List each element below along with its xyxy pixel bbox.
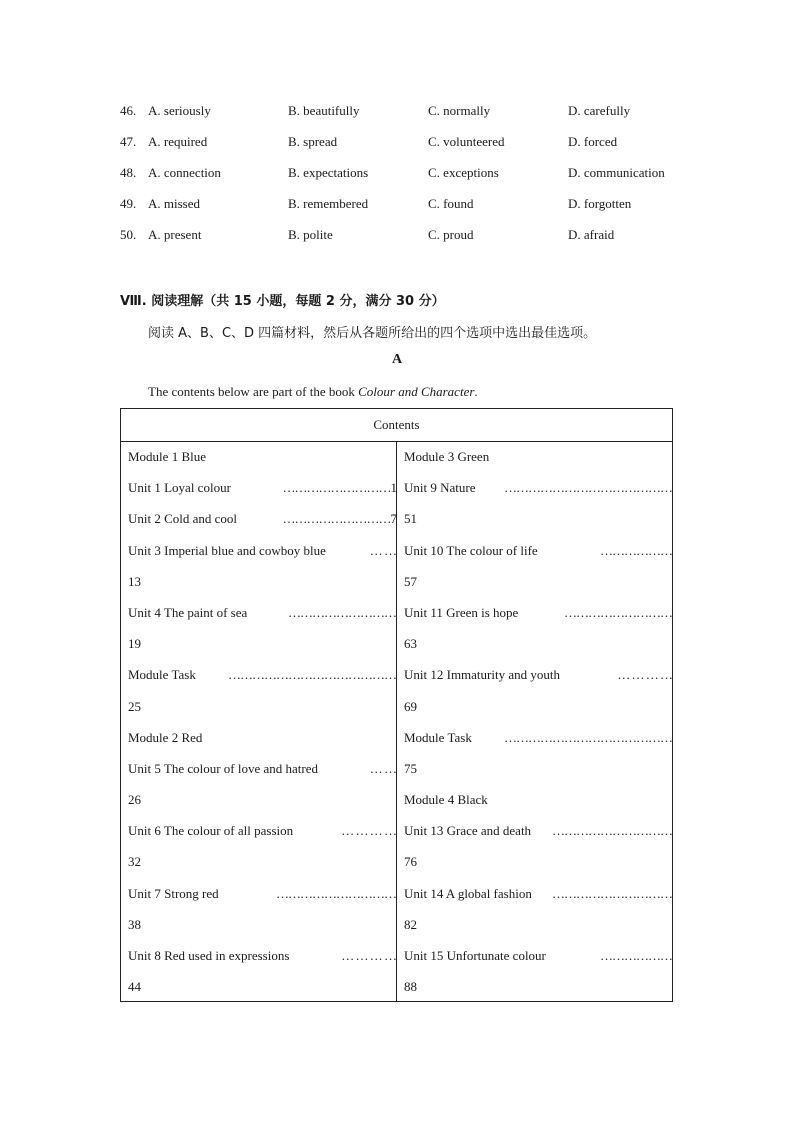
question-number: 50.	[120, 227, 137, 242]
toc-leader: …………………………	[276, 885, 396, 901]
question-row-47	[120, 134, 700, 154]
toc-line	[128, 940, 396, 971]
intro-prefix: The contents below are part of the book	[148, 384, 359, 399]
toc-text: 26	[128, 792, 141, 808]
toc-text: 19	[128, 636, 141, 652]
toc-line	[128, 566, 396, 597]
intro-suffix: .	[474, 384, 478, 399]
book-title: Colour and Character	[358, 384, 475, 399]
toc-text: 76	[404, 854, 417, 870]
option-d: D. afraid	[568, 227, 615, 242]
toc-line	[128, 472, 396, 503]
toc-line	[404, 659, 672, 690]
option-b: B. remembered	[288, 196, 369, 211]
toc-line	[128, 753, 396, 784]
option-c: C. found	[428, 196, 474, 211]
option-c: C. exceptions	[428, 165, 499, 180]
toc-leader: ………………	[600, 948, 672, 963]
toc-line	[128, 659, 396, 690]
toc-line	[128, 535, 396, 566]
option-d: D. carefully	[568, 103, 631, 118]
question-number: 48.	[120, 165, 137, 180]
toc-text: 51	[404, 511, 417, 527]
toc-line	[404, 535, 672, 566]
toc-text: Unit 7 Strong red	[128, 885, 219, 901]
toc-line	[404, 722, 672, 753]
option-d: D. communication	[568, 165, 665, 180]
section-instruction: 阅读 A、B、C、D 四篇材料，然后从各题所给出的四个选项中选出最佳选项。	[148, 326, 597, 341]
toc-line	[128, 722, 396, 753]
option-b: B. polite	[288, 227, 333, 242]
toc-leader: ………………	[600, 542, 672, 558]
toc-leader: …………………………	[552, 823, 672, 839]
toc-line	[128, 691, 396, 722]
toc-text: 13	[128, 573, 141, 589]
toc-leader: ………………………	[564, 604, 672, 620]
column-divider	[396, 441, 397, 1001]
option-c: C. normally	[428, 103, 491, 118]
passage-label: A	[391, 352, 403, 367]
toc-text: Unit 10 The colour of life	[404, 542, 538, 558]
toc-text: Unit 13 Grace and death	[404, 823, 532, 839]
toc-text: Unit 5 The colour of love and hatred	[128, 760, 319, 776]
contents-right-column	[404, 441, 672, 1002]
toc-line	[404, 566, 672, 597]
toc-leader: …………………………	[552, 885, 672, 901]
toc-line	[404, 472, 672, 503]
toc-text: Unit 14 A global fashion	[404, 885, 532, 901]
toc-line	[128, 784, 396, 815]
toc-line	[404, 846, 672, 877]
toc-line	[404, 815, 672, 846]
toc-leader: ……………………………………	[504, 729, 672, 745]
question-number: 46.	[120, 103, 137, 118]
toc-line	[128, 971, 396, 1002]
toc-text: Module 1 Blue	[128, 449, 206, 464]
toc-leader: ………………………7	[282, 511, 396, 527]
option-a: A. required	[148, 134, 208, 149]
toc-line	[404, 940, 672, 971]
toc-text: Unit 6 The colour of all passion	[128, 823, 294, 839]
toc-text: 82	[404, 916, 417, 932]
option-a: A. missed	[148, 196, 200, 211]
toc-text: 38	[128, 916, 141, 932]
option-c: C. volunteered	[428, 134, 505, 149]
toc-text: Unit 4 The paint of sea	[128, 604, 248, 620]
toc-leader: … … … …	[341, 823, 396, 839]
option-b: B. beautifully	[288, 103, 360, 118]
toc-text: 75	[404, 760, 417, 776]
toc-line	[128, 628, 396, 659]
option-a: A. present	[148, 227, 202, 242]
toc-text: Unit 1 Loyal colour	[128, 480, 231, 496]
toc-text: 69	[404, 698, 417, 714]
toc-text: Module Task	[128, 667, 196, 683]
toc-text: Unit 2 Cold and cool	[128, 511, 238, 527]
toc-line	[404, 441, 672, 472]
question-row-50	[120, 227, 700, 247]
toc-line	[128, 878, 396, 909]
toc-line	[404, 597, 672, 628]
toc-text: Module 2 Red	[128, 729, 203, 745]
option-b: B. spread	[288, 134, 338, 149]
toc-text: Unit 9 Nature	[404, 480, 476, 496]
toc-leader: ……………………………………	[504, 480, 672, 496]
toc-leader: ………………………1	[282, 480, 396, 496]
toc-text: Unit 12 Immaturity and youth	[404, 667, 560, 683]
toc-line	[404, 784, 672, 815]
toc-line	[128, 846, 396, 877]
toc-leader: ……………………………………	[228, 667, 396, 683]
toc-line	[404, 971, 672, 1002]
toc-leader: … … … …	[617, 667, 672, 683]
section-title: Ⅷ. 阅读理解（共 15 小题，每题 2 分，满分 30 分）	[120, 294, 445, 309]
option-d: D. forgotten	[568, 196, 632, 211]
toc-line	[128, 815, 396, 846]
toc-text: 57	[404, 573, 417, 589]
toc-line	[128, 597, 396, 628]
toc-line	[404, 753, 672, 784]
toc-leader: … … … …	[341, 948, 396, 963]
option-c: C. proud	[428, 227, 474, 242]
toc-line	[128, 503, 396, 534]
toc-line	[404, 878, 672, 909]
toc-text: 88	[404, 979, 417, 995]
question-row-48	[120, 165, 700, 185]
toc-line	[128, 909, 396, 940]
question-row-49	[120, 196, 700, 216]
option-a: A. connection	[148, 165, 221, 180]
toc-text: Unit 3 Imperial blue and cowboy blue	[128, 542, 326, 558]
toc-text: Module 4 Black	[404, 792, 488, 808]
contents-left-column	[128, 441, 396, 1002]
toc-text: Unit 15 Unfortunate colour	[404, 948, 546, 963]
question-number: 47.	[120, 134, 137, 149]
toc-leader: … …	[369, 542, 396, 558]
toc-text: Unit 11 Green is hope	[404, 604, 519, 620]
option-d: D. forced	[568, 134, 618, 149]
toc-text: 44	[128, 979, 141, 995]
option-b: B. expectations	[288, 165, 369, 180]
toc-text: Module 3 Green	[404, 449, 490, 464]
contents-table	[120, 408, 673, 1002]
toc-text: Module Task	[404, 729, 472, 745]
toc-leader: ………………………	[288, 604, 396, 620]
toc-line	[404, 909, 672, 940]
toc-line	[404, 503, 672, 534]
toc-line	[404, 691, 672, 722]
toc-text: 63	[404, 636, 417, 652]
toc-line	[404, 628, 672, 659]
toc-text: Unit 8 Red used in expressions	[128, 948, 290, 963]
question-number: 49.	[120, 196, 137, 211]
passage-intro	[148, 384, 478, 400]
toc-text: 32	[128, 854, 141, 870]
toc-text: 25	[128, 698, 141, 714]
option-a: A. seriously	[148, 103, 211, 118]
question-row-46	[120, 103, 700, 123]
toc-line	[128, 441, 396, 472]
toc-leader: … …	[369, 760, 396, 776]
contents-header: Contents	[121, 409, 672, 442]
